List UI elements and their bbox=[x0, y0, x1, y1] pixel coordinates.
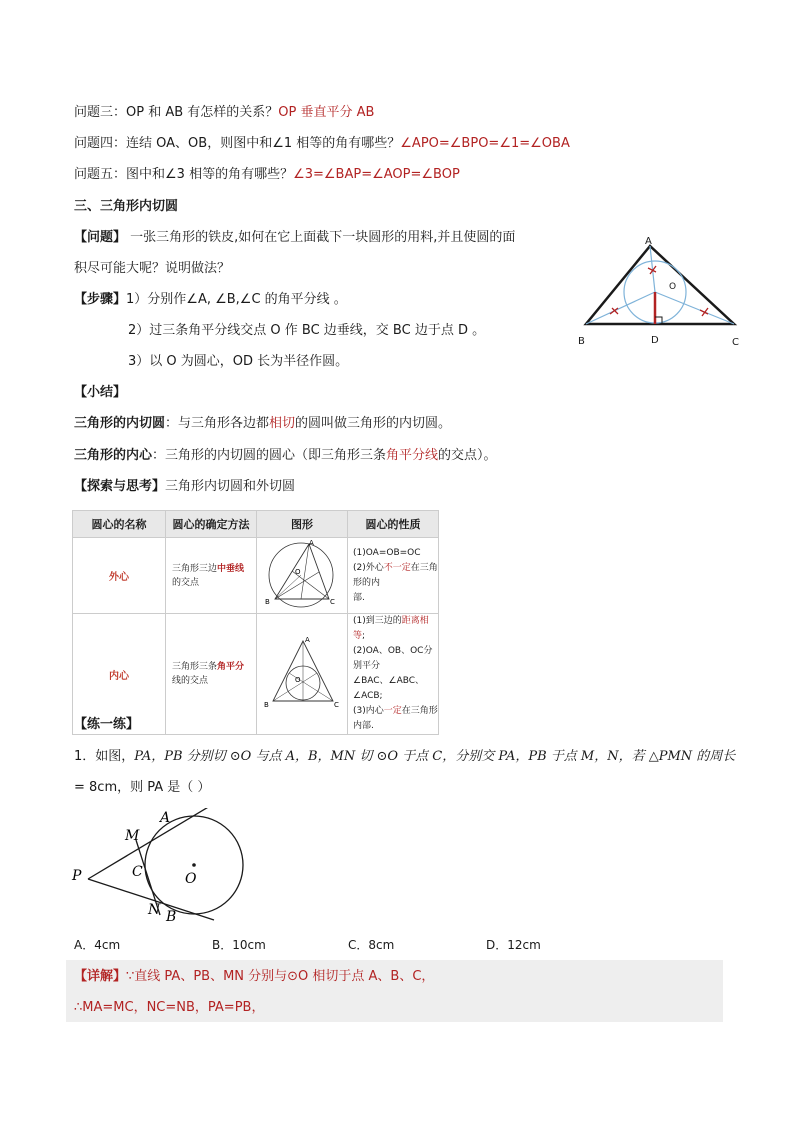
circumcenter-name: 外心 bbox=[73, 538, 166, 614]
step-3: 3）以 O 为圆心，OD 长为半径作圆。 bbox=[128, 354, 349, 369]
circumcenter-method bbox=[166, 538, 257, 614]
fig3-a: A bbox=[160, 810, 171, 826]
prop2-4a: (3)内心 bbox=[353, 706, 384, 716]
option-b[interactable]: B．10cm bbox=[212, 938, 266, 952]
prop2-2: (2)OA、OB、OC分别平分 bbox=[353, 646, 433, 671]
label-a: A bbox=[645, 236, 652, 247]
problem-tag: 【问题】 bbox=[74, 230, 127, 245]
exercise-line1 bbox=[74, 748, 735, 766]
fig2-c: C bbox=[334, 700, 339, 709]
incenter-name: 内心 bbox=[73, 614, 166, 735]
def2-a: ：三角形的内切圆的圆心（即三角形三条 bbox=[152, 448, 387, 463]
detail-tag: 【详解】 bbox=[74, 969, 127, 984]
detail-text1: ∵直线 PA、PB、MN 分别与⊙O 相切于点 A、B、C， bbox=[126, 969, 435, 984]
fig1-c: C bbox=[330, 598, 335, 606]
def2-term: 三角形的内心 bbox=[74, 448, 153, 463]
method1-red: 中垂线 bbox=[217, 563, 245, 574]
fig3-n: N bbox=[148, 902, 161, 918]
q4-answer: ∠APO=∠BPO=∠1=∠OBA bbox=[400, 136, 570, 151]
option-c[interactable]: C．8cm bbox=[348, 938, 395, 952]
def2-b: 的交点）。 bbox=[438, 448, 497, 463]
circumcenter-figure bbox=[259, 538, 345, 610]
problem-line2: 积尽可能大呢？说明做法？ bbox=[74, 261, 231, 276]
tangent-figure bbox=[70, 808, 250, 928]
prop2-4red: 一定 bbox=[383, 706, 402, 716]
summary-tag: 【小结】 bbox=[74, 385, 127, 400]
def1-a: ：与三角形各边都 bbox=[165, 416, 270, 431]
prop2-1a: (1)到三边的 bbox=[353, 616, 402, 626]
fig3-m: M bbox=[125, 828, 140, 844]
option-a[interactable]: A．4cm bbox=[74, 938, 121, 952]
detail-line1 bbox=[74, 968, 434, 986]
q4-text: 连结 OA、OB，则图中和∠1 相等的角有哪些？ bbox=[126, 136, 401, 151]
fig3-o: O bbox=[185, 871, 197, 887]
prop1-2c: 部. bbox=[353, 592, 365, 603]
prop1-2b: 在三角形的内 bbox=[353, 562, 438, 588]
q3-text: OP 和 AB 有怎样的关系？ bbox=[126, 105, 279, 120]
fig2-a: A bbox=[305, 635, 310, 644]
prop1-1: (1)OA=OB=OC bbox=[353, 547, 421, 558]
step-1: 1）分别作∠A, ∠B,∠C 的角平分线 。 bbox=[126, 292, 347, 307]
q3-label: 问题三： bbox=[74, 105, 127, 120]
steps-tag: 【步骤】 bbox=[74, 292, 127, 307]
fig3-c: C bbox=[132, 864, 143, 880]
incenter-figure-cell bbox=[257, 614, 348, 735]
problem-text1: 一张三角形的铁皮,如何在它上面截下一块圆形的用料,并且使圆的面 bbox=[130, 230, 516, 245]
fig1-o: O bbox=[295, 568, 301, 576]
triangle-shape bbox=[586, 246, 734, 324]
prop2-4b: 在三角形内部. bbox=[353, 706, 438, 731]
definition-incenter bbox=[74, 447, 497, 465]
practice-tag: 【练一练】 bbox=[74, 717, 140, 732]
question-four bbox=[74, 135, 570, 153]
prop1-2a: (2)外心 bbox=[353, 562, 384, 573]
incenter-property bbox=[348, 614, 439, 735]
q3-answer: OP 垂直平分 AB bbox=[278, 105, 375, 120]
question-five bbox=[74, 166, 460, 184]
definition-incircle bbox=[74, 415, 451, 433]
comparison-table bbox=[72, 510, 439, 735]
def1-b: 的圆叫做三角形的内切圆。 bbox=[295, 416, 452, 431]
method1-a: 三角形三边 bbox=[172, 563, 218, 574]
incircle-figure bbox=[570, 232, 750, 350]
table-header-row bbox=[73, 511, 439, 538]
explore-tag: 【探索与思考】 bbox=[74, 479, 166, 494]
label-b: B bbox=[578, 336, 585, 347]
fig2-o: O bbox=[295, 675, 301, 684]
incenter-method bbox=[166, 614, 257, 735]
method2-b: 线的交点 bbox=[172, 676, 209, 686]
problem-line1 bbox=[74, 229, 515, 247]
explore-line bbox=[74, 478, 295, 496]
prop2-1b: ; bbox=[362, 631, 366, 641]
circumcenter-figure-cell bbox=[257, 538, 348, 614]
option-d[interactable]: D．12cm bbox=[486, 938, 541, 952]
label-c: C bbox=[732, 337, 739, 348]
method2-red: 角平分 bbox=[217, 662, 245, 672]
q4-label: 问题四： bbox=[74, 136, 127, 151]
prop2-1red: 距离相等 bbox=[353, 616, 429, 641]
circumcenter-property bbox=[348, 538, 439, 614]
fig3-b: B bbox=[166, 909, 177, 925]
table-row bbox=[73, 538, 439, 614]
def1-red: 相切 bbox=[269, 416, 296, 431]
section-title: 三、三角形内切圆 bbox=[74, 199, 179, 214]
fig1-a: A bbox=[309, 539, 314, 547]
def1-term: 三角形的内切圆 bbox=[74, 416, 166, 431]
method1-b: 的交点 bbox=[172, 577, 200, 588]
fig3-p: P bbox=[72, 868, 82, 884]
explore-text: 三角形内切圆和外切圆 bbox=[165, 479, 296, 494]
q5-label: 问题五： bbox=[74, 167, 127, 182]
steps-line1 bbox=[74, 291, 347, 309]
header-property: 圆心的性质 bbox=[348, 511, 439, 538]
q5-answer: ∠3=∠BAP=∠AOP=∠BOP bbox=[293, 167, 460, 182]
def2-red: 角平分线 bbox=[386, 448, 439, 463]
exercise-text1: PA，PB 分别切 ⊙O 与点 A，B，MN 切 ⊙O 于点 C，分别交 PA，PB 于点 M，N，若 △PMN 的周长 bbox=[134, 749, 736, 764]
label-d: D bbox=[651, 335, 659, 346]
prop1-2red: 不一定 bbox=[383, 562, 411, 573]
exercise-number: 1．如图， bbox=[74, 749, 135, 764]
header-name: 圆心的名称 bbox=[73, 511, 166, 538]
header-method: 圆心的确定方法 bbox=[166, 511, 257, 538]
fig1-b: B bbox=[265, 598, 270, 606]
step-2: 2）过三条角平分线交点 O 作 BC 边垂线，交 BC 边于点 D 。 bbox=[128, 323, 486, 338]
prop2-3: ∠BAC、∠ABC、∠ACB; bbox=[353, 676, 425, 701]
fig2-b: B bbox=[264, 700, 269, 709]
question-three bbox=[74, 104, 374, 122]
header-figure: 图形 bbox=[257, 511, 348, 538]
q5-text: 图中和∠3 相等的角有哪些？ bbox=[126, 167, 294, 182]
detail-line2: ∴MA=MC，NC=NB，PA=PB， bbox=[74, 1000, 265, 1015]
incenter-figure bbox=[259, 633, 345, 713]
exercise-line2: = 8cm，则 PA 是（ ） bbox=[74, 780, 211, 795]
method2-a: 三角形三条 bbox=[172, 662, 218, 672]
label-o: O bbox=[669, 282, 677, 292]
